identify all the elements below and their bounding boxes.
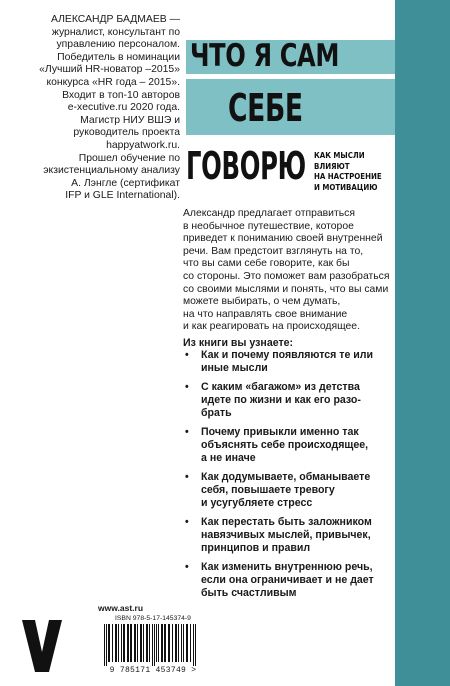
barcode-bar	[154, 624, 155, 666]
benefits-list	[183, 349, 390, 606]
book-description	[183, 208, 390, 334]
barcode-bar	[140, 624, 142, 662]
title-line-3: ГОВОРЮ	[186, 144, 306, 188]
bullet-icon: •	[185, 381, 189, 393]
bio-line: Прошел обучение по	[78, 152, 180, 164]
description-line: Александр предлагает отправиться	[183, 208, 355, 219]
list-item	[183, 349, 390, 375]
barcode-bar	[152, 624, 153, 666]
bio-line: А. Лэнгле (сертификат	[71, 177, 180, 189]
book-subtitle	[314, 150, 383, 192]
item-line: Как и почему появляются те или	[201, 349, 374, 361]
item-line: навязчивых мыслей, привычек,	[201, 529, 371, 541]
barcode-bar	[123, 624, 125, 662]
bullet-icon: •	[185, 516, 189, 528]
bio-line: журналист, консультант по	[51, 26, 180, 38]
title-line-2: СЕБЕ	[228, 86, 303, 130]
bio-line: руководитель проекта	[73, 127, 180, 139]
list-item	[183, 471, 390, 510]
barcode-bar	[121, 624, 122, 662]
item-line: принципов и правил	[201, 542, 311, 554]
barcode-bar	[130, 624, 132, 662]
bullet-icon: •	[185, 349, 189, 361]
barcode-bar	[134, 624, 136, 662]
description-line: можете выбирать, о чем думать,	[183, 296, 341, 308]
barcode-bar	[156, 624, 157, 662]
list-item	[183, 381, 390, 420]
bullet-icon: •	[185, 471, 189, 483]
description-line: что вы сами себе говорите, как бы	[183, 258, 350, 270]
item-line: быть счастливым	[201, 587, 297, 599]
barcode-bar	[158, 624, 159, 662]
barcode-bar	[137, 624, 138, 662]
item-line: себя, повышаете тревогу	[201, 484, 335, 496]
bullet-icon: •	[185, 426, 189, 438]
barcode-bar	[108, 624, 110, 662]
bio-line: e-xecutive.ru 2020 года.	[67, 102, 180, 114]
subtitle-line: КАК МЫСЛИ ВЛИЯЮТ	[314, 150, 365, 171]
author-bio	[10, 14, 180, 203]
bio-line: Входит в топ-10 авторов	[62, 89, 180, 101]
description-line: и как реагировать на происходящее.	[183, 321, 360, 333]
publisher-logo-icon	[20, 618, 64, 674]
barcode-bar	[106, 624, 107, 666]
item-line: Как перестать быть заложником	[201, 516, 372, 528]
barcode-bar	[161, 624, 163, 662]
barcode-bar	[104, 624, 105, 666]
book-spine	[395, 0, 450, 686]
item-line: и усугубляете стресс	[201, 497, 313, 509]
barcode-bar	[127, 624, 129, 662]
item-line: Почему привыкли именно так	[201, 426, 359, 438]
list-item	[183, 561, 390, 600]
book-title	[186, 0, 395, 205]
barcode-bar	[146, 624, 148, 662]
description-line: приведет к пониманию своей внутренней	[183, 233, 383, 245]
barcode-bar	[118, 624, 119, 662]
barcode	[98, 615, 208, 675]
bio-line: конкурса «HR года – 2015».	[46, 76, 180, 88]
benefits-heading: Из книги вы узнаете:	[183, 337, 294, 349]
item-line: иные мысли	[201, 362, 268, 374]
barcode-bar	[143, 624, 144, 662]
bullet-icon: •	[185, 561, 189, 573]
isbn-number: ISBN 978-5-17-145374-9	[115, 615, 191, 622]
barcode-bar	[190, 624, 191, 662]
item-line: С каким «багажом» из детства	[201, 381, 360, 393]
bio-line: Победитель в номинации	[57, 51, 180, 63]
description-line: на что направлять свое внимание	[183, 308, 348, 320]
item-line: Как изменить внутреннюю речь,	[201, 561, 373, 573]
barcode-bar	[112, 624, 113, 662]
subtitle-line: НА НАСТРОЕНИЕ	[314, 171, 382, 181]
barcode-bar	[195, 624, 196, 666]
description-line: речи. Вам предстоит взглянуть на то,	[183, 245, 364, 257]
bio-line: Магистр НИУ ВШЭ и	[80, 114, 180, 126]
subtitle-line: И МОТИВАЦИЮ	[314, 181, 378, 192]
barcode-bar	[193, 624, 194, 666]
barcode-bar	[175, 624, 177, 662]
barcode-bar	[183, 624, 184, 662]
item-line: брать	[201, 407, 232, 419]
title-line-1: ЧТО Я САМ	[190, 38, 340, 74]
description-line: в необычное путешествие, которое	[183, 220, 354, 232]
barcode-bar	[168, 624, 170, 662]
barcode-bar	[172, 624, 173, 662]
publisher-url: www.ast.ru	[98, 603, 144, 613]
list-item	[183, 426, 390, 465]
item-line: если она ограничивает и не дает	[201, 574, 374, 586]
bio-line: АЛЕКСАНДР БАДМАЕВ —	[50, 14, 180, 25]
list-item	[183, 516, 390, 555]
bio-line: happyatwork.ru.	[106, 139, 180, 151]
bio-line: экзистенциальному анализу	[43, 165, 180, 177]
barcode-bar	[186, 624, 188, 662]
item-line: а не иначе	[201, 452, 256, 464]
description-line: со своими мыслями и понять, что вы сами	[183, 283, 389, 295]
barcode-bar	[181, 624, 182, 662]
barcode-bar	[178, 624, 179, 662]
item-line: объяснять себе происходящее,	[201, 439, 369, 451]
barcode-bar	[164, 624, 166, 662]
barcode-bar	[115, 624, 117, 662]
barcode-bar	[149, 624, 150, 662]
item-line: Как додумываете, обманываете	[201, 471, 371, 483]
bio-line: «Лучший HR-новатор –2015»	[39, 64, 180, 76]
bio-line: управлению персоналом.	[56, 39, 180, 51]
description-line: со стороны. Это поможет вам разобраться	[183, 270, 390, 282]
barcode-icon	[98, 624, 208, 666]
item-line: идете по жизни и как его разо-	[201, 394, 361, 406]
bio-line: IFP и GLE International).	[65, 190, 180, 202]
barcode-number: 9 785171 453749 >	[109, 666, 197, 675]
